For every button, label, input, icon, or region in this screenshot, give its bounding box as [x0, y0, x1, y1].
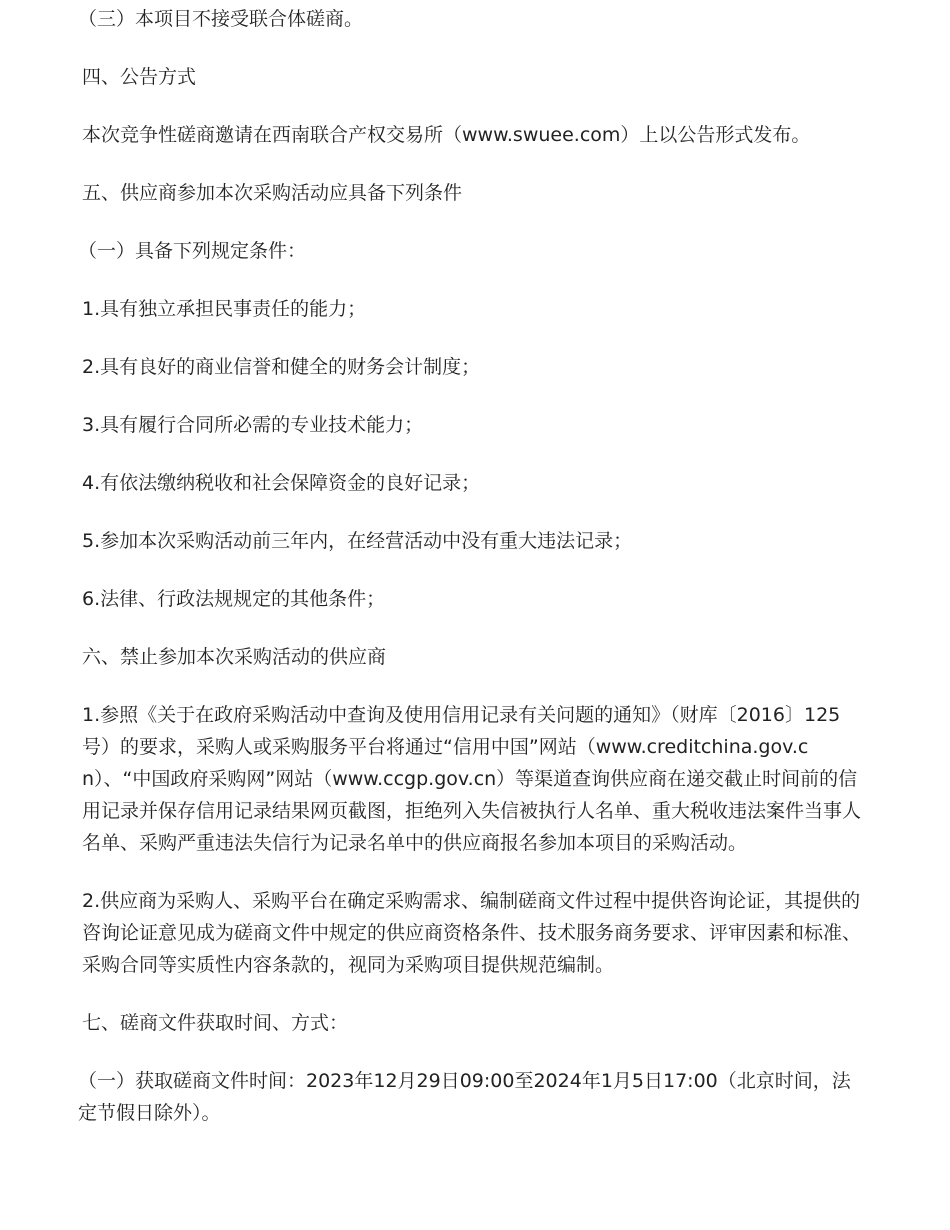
heading-supplier-conditions: 五、供应商参加本次采购活动应具备下列条件: [82, 182, 463, 204]
condition-item-2: 2.具有良好的商业信誉和健全的财务会计制度；: [82, 356, 481, 378]
prohibited-item-1: 1.参照《关于在政府采购活动中查询及使用信用记录有关问题的通知》（财库〔2016〕125号）的要求，采购人或采购服务平台将通过“信用中国”网站（www.creditchina.gov.cn）、“中国政府采购网”网站（www.ccgp.gov.cn）等渠道查询供应商在递交截止时间前的信用记录并保存信用记录结果网页截图，拒绝列入失信被执行人名单、重大税收违法案件当事人名单、采购严重违法失信行为记录名单中的供应商报名参加本项目的采购活动。: [82, 704, 862, 854]
condition-item-5: 5.参加本次采购活动前三年内，在经营活动中没有重大违法记录；: [82, 530, 633, 552]
condition-item-6: 6.法律、行政法规规定的其他条件；: [82, 588, 386, 610]
subheading-required-conditions: （一）具备下列规定条件：: [78, 240, 307, 262]
prohibited-item-2: 2.供应商为采购人、采购平台在确定采购需求、编制磋商文件过程中提供咨询论证，其提供的咨询论证意见成为磋商文件中规定的供应商资格条件、技术服务商务要求、评审因素和标准、采购合同等实质性内容条款的，视同为采购项目提供规范编制。: [82, 890, 862, 976]
condition-item-1: 1.具有独立承担民事责任的能力；: [82, 298, 367, 320]
clause-no-consortium: （三）本项目不接受联合体磋商。: [78, 8, 364, 30]
heading-announcement-method: 四、公告方式: [82, 66, 197, 88]
announcement-method-text: 本次竞争性磋商邀请在西南联合产权交易所（www.swuee.com）上以公告形式发布。: [82, 124, 811, 146]
condition-item-3: 3.具有履行合同所必需的专业技术能力；: [82, 414, 424, 436]
condition-item-4: 4.有依法缴纳税收和社会保障资金的良好记录；: [82, 472, 481, 494]
heading-prohibited-suppliers: 六、禁止参加本次采购活动的供应商: [82, 646, 387, 668]
heading-document-acquisition: 七、磋商文件获取时间、方式：: [82, 1012, 349, 1034]
acquisition-time: （一）获取磋商文件时间：2023年12月29日09:00至2024年1月5日17:00（北京时间，法定节假日除外）。: [78, 1070, 851, 1124]
